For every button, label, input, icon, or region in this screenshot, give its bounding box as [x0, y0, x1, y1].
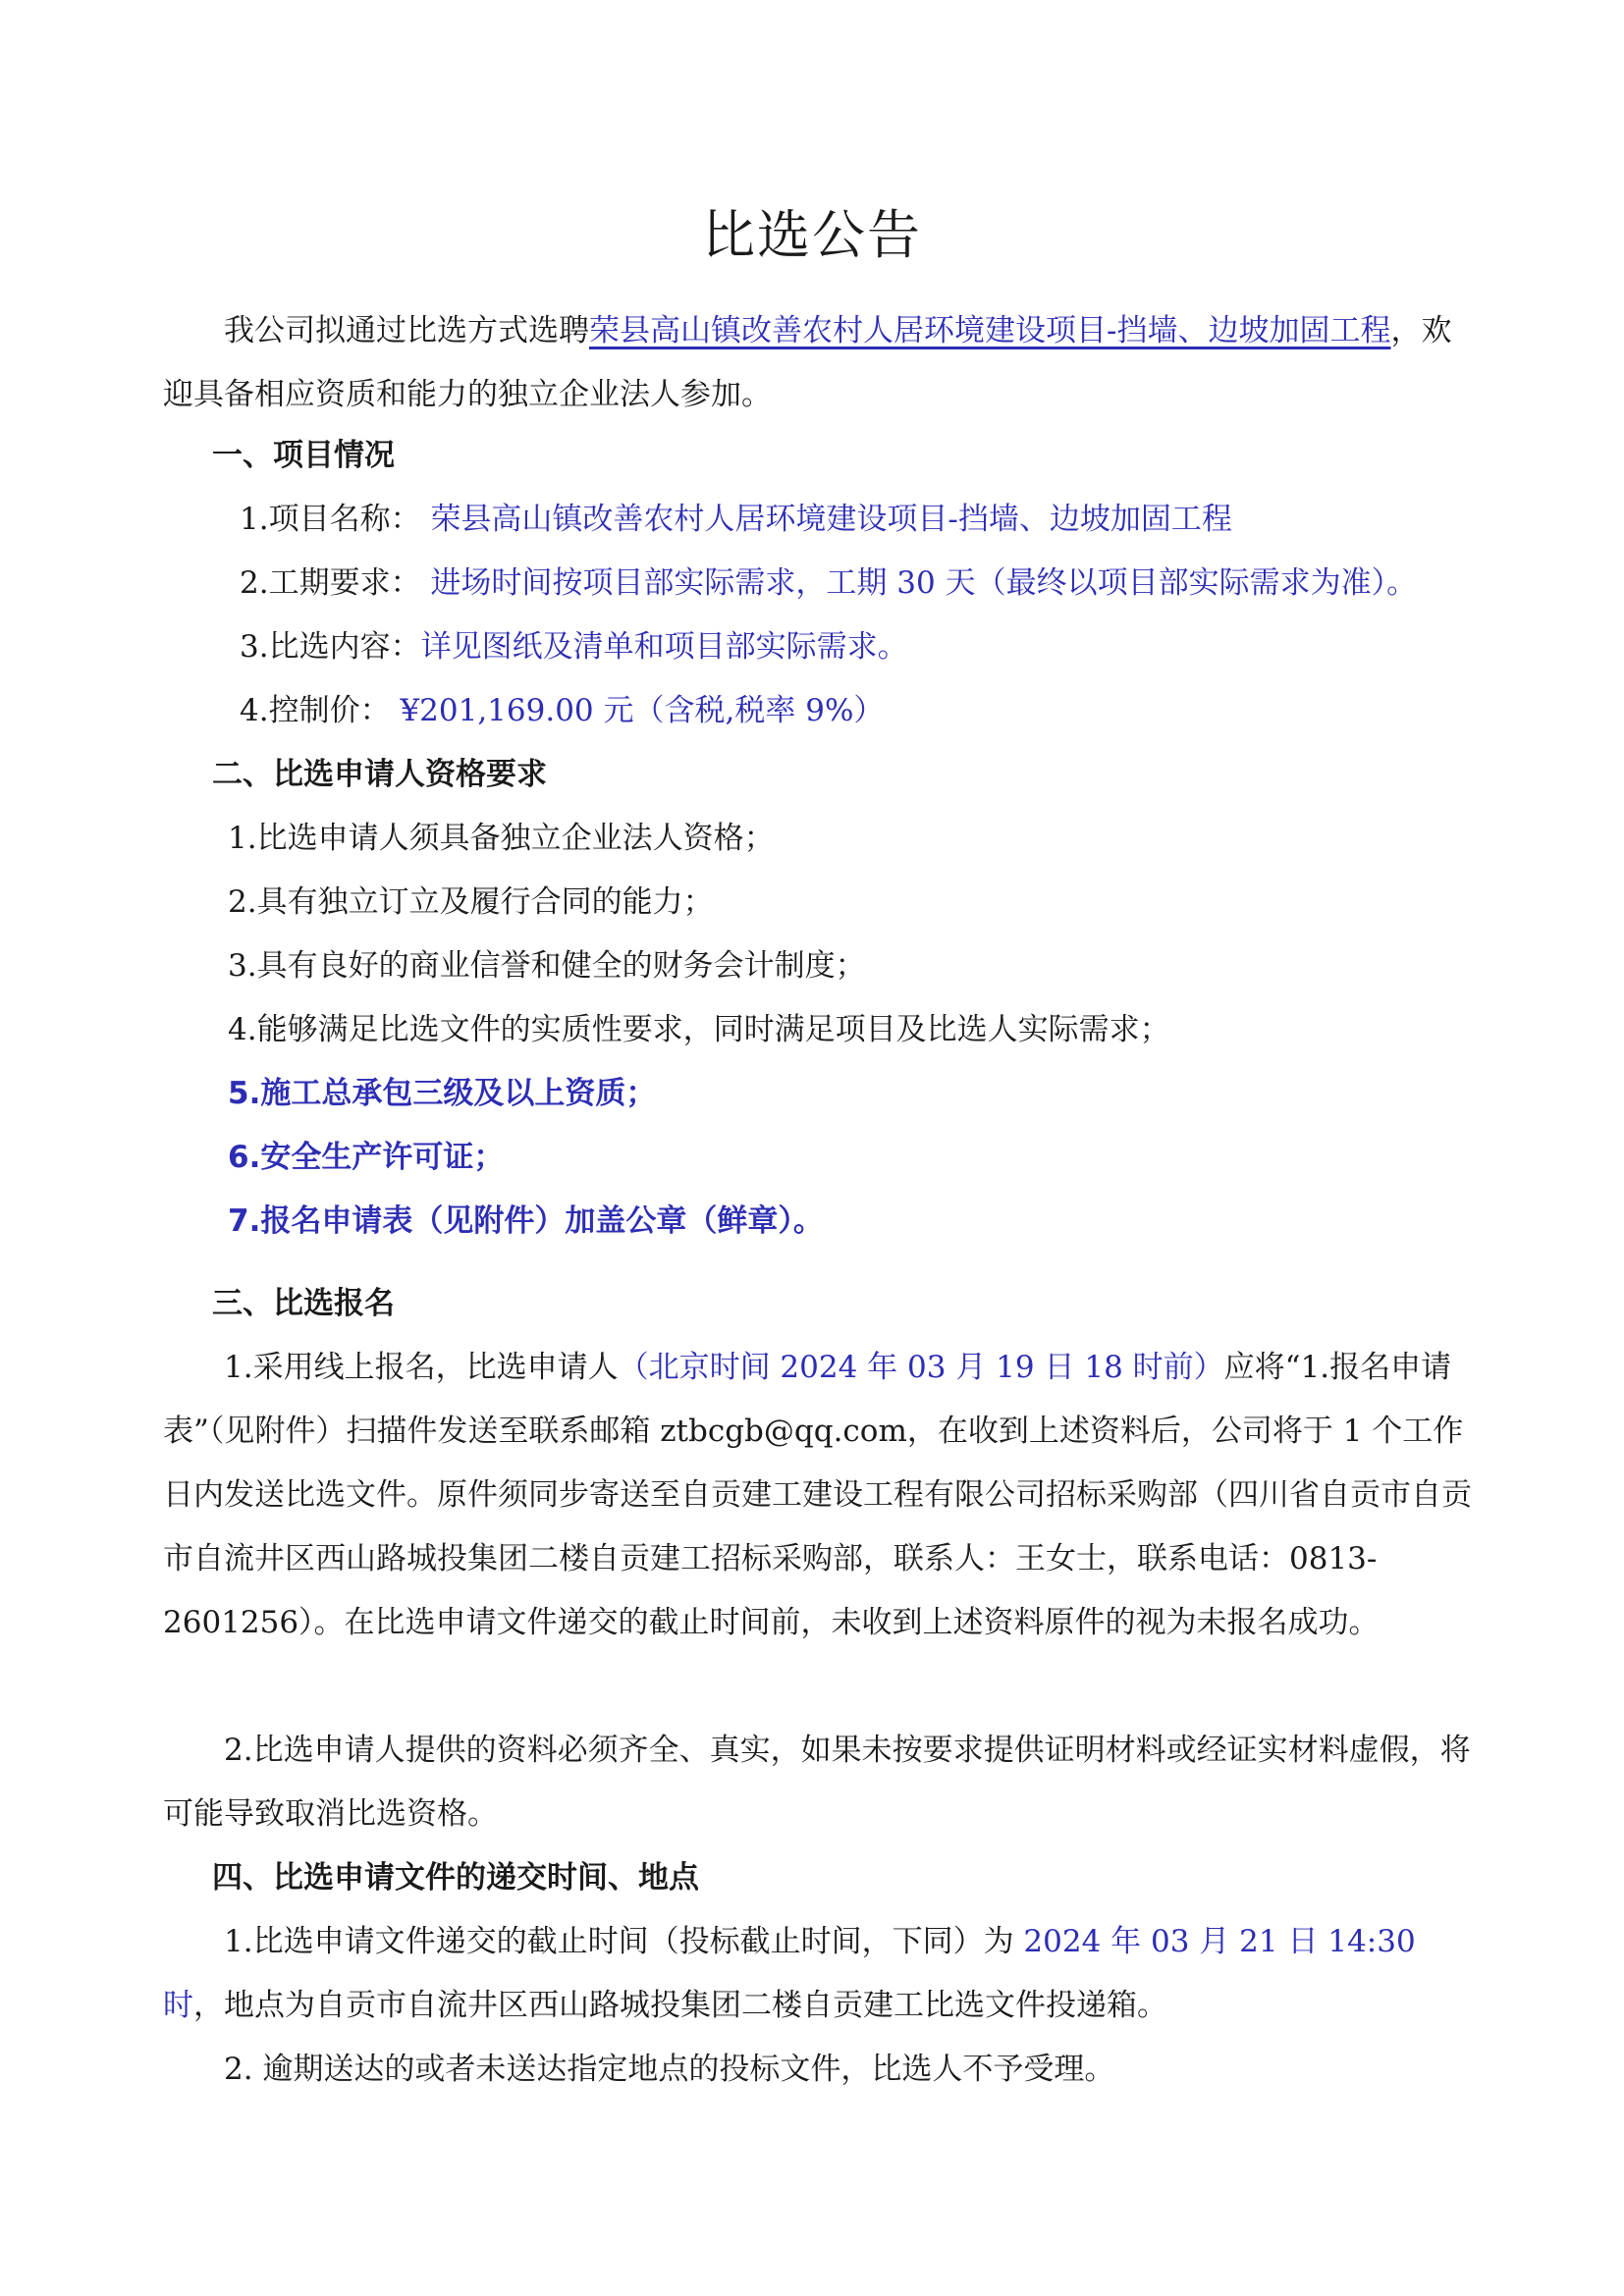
section2-heading: 二、比选申请人资格要求	[212, 757, 547, 792]
page-title: 比选公告	[702, 204, 922, 266]
section1-item-1: 1.项目名称： 荣县高山镇改善农村人居环境建设项目-挡墙、边坡加固工程	[240, 502, 1232, 537]
section3-heading: 三、比选报名	[212, 1286, 395, 1321]
section2-item-5: 5.施工总承包三级及以上资质；	[228, 1076, 657, 1111]
section4-heading: 四、比选申请文件的递交时间、地点	[212, 1860, 699, 1896]
section4-paragraph-2: 2. 逾期送达的或者未送达指定地点的投标文件，比选人不予受理。	[224, 2052, 1115, 2087]
section2-item-1: 1.比选申请人须具备独立企业法人资格；	[228, 821, 775, 856]
section1-item-4: 4.控制价： ¥201,169.00 元（含税,税率 9%）	[240, 693, 885, 728]
intro-paragraph	[163, 299, 1479, 427]
section2-item-4: 4.能够满足比选文件的实质性要求，同时满足项目及比选人实际需求；	[228, 1012, 1170, 1047]
section2-item-7: 7.报名申请表（见附件）加盖公章（鲜章）。	[228, 1203, 824, 1239]
intro-text-after: ，欢迎具备相应资质和能力的独立企业法人参加。	[163, 313, 1452, 412]
section3-paragraph-1: 1.采用线上报名，比选申请人（北京时间 2024 年 03 月 19 日 18 时前）应将“1.报名申请表”（见附件）扫描件发送至联系邮箱 ztbcgb@qq.com，在收到上述资料后，公司将于 1 个工作日内发送比选文件。原件须同步寄送至自贡建工建设工程有限公司招标采购部（四川省自贡市自贡市自流井区西山路城投集团二楼自贡建工招标采购部，联系人：王女士，联系电话：0813-2601256）。在比选申请文件递交的截止时间前，未收到上述资料原件的视为未报名成功。	[163, 1350, 1472, 1640]
intro-text-before: 我公司拟通过比选方式选聘	[224, 313, 589, 348]
submission-deadline: 2024 年 03 月 21 日 14:30 时	[163, 1924, 1416, 2023]
intro-project-name: 荣县高山镇改善农村人居环境建设项目-挡墙、边坡加固工程	[589, 313, 1391, 348]
section1-item-3: 3.比选内容：详见图纸及清单和项目部实际需求。	[240, 629, 908, 665]
section3-paragraph-2: 2.比选申请人提供的资料必须齐全、真实，如果未按要求提供证明材料或经证实材料虚假，将可能导致取消比选资格。	[163, 1733, 1471, 1832]
section1-heading: 一、项目情况	[212, 438, 395, 473]
section2-item-2: 2.具有独立订立及履行合同的能力；	[228, 884, 714, 920]
section2-item-3: 3.具有良好的商业信誉和健全的财务会计制度；	[228, 948, 866, 984]
section4-paragraph-1: 1.比选申请文件递交的截止时间（投标截止时间，下同）为 2024 年 03 月 21 日 14:30 时，地点为自贡市自流井区西山路城投集团二楼自贡建工比选文件投递箱。	[163, 1924, 1416, 2023]
registration-deadline: （北京时间 2024 年 03 月 19 日 18 时前）	[618, 1350, 1224, 1385]
section1-item-2: 2.工期要求： 进场时间按项目部实际需求，工期 30 天（最终以项目部实际需求为准）。	[240, 565, 1418, 601]
section2-item-6: 6.安全生产许可证；	[228, 1140, 505, 1175]
